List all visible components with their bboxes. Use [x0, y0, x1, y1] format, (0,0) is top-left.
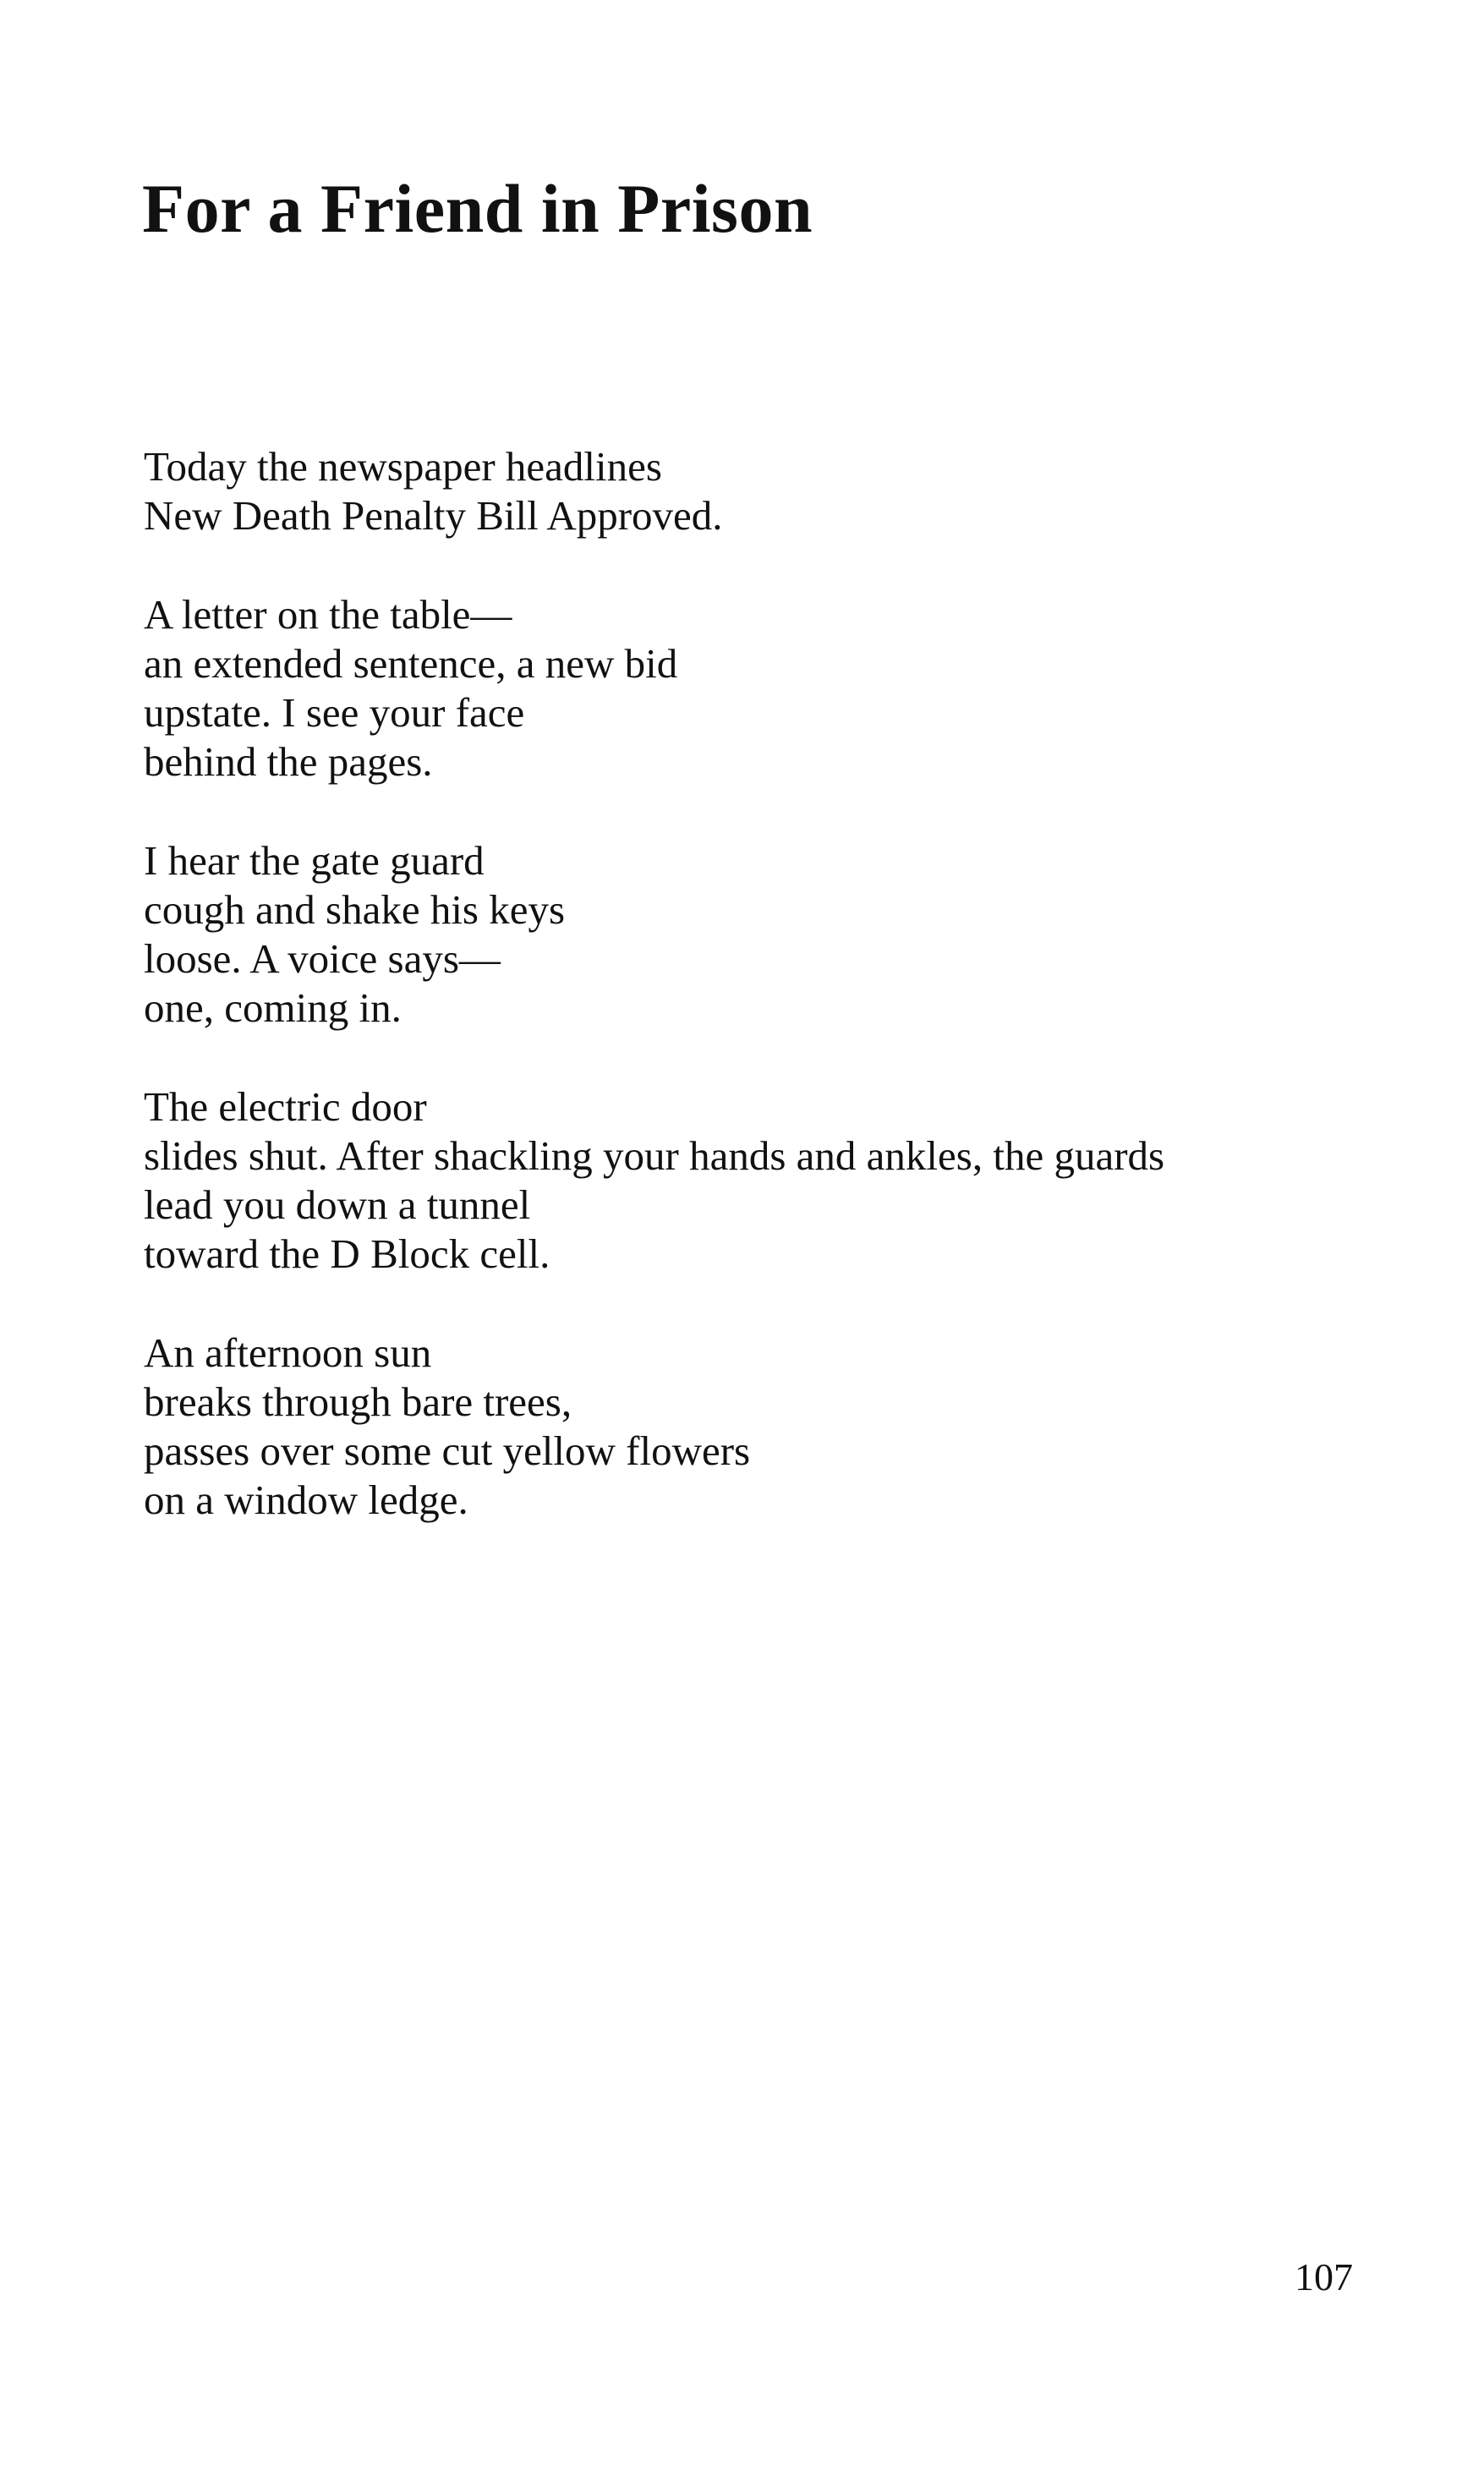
poem-line: one, coming in. — [144, 984, 402, 1031]
poem-line: slides shut. After shackling your hands and ankles, the guards — [144, 1132, 1165, 1179]
poem-line: upstate. I see your face — [144, 689, 525, 736]
poem-line: toward the D Block cell. — [144, 1230, 550, 1277]
poem-line: on a window ledge. — [144, 1477, 468, 1523]
poem-line: cough and shake his keys — [144, 886, 566, 933]
poem-line: I hear the gate guard — [144, 837, 485, 884]
poem-line: The electric door — [144, 1083, 427, 1130]
poem-line: breaks through bare trees, — [144, 1378, 572, 1425]
poem-line: behind the pages. — [144, 738, 433, 785]
poem-line: lead you down a tunnel — [144, 1181, 531, 1228]
stanza-5 — [144, 1329, 1378, 1525]
stanza-3 — [144, 836, 1378, 1033]
stanza-4 — [144, 1082, 1378, 1279]
poem-line: New Death Penalty Bill Approved. — [144, 492, 723, 539]
poem-line: passes over some cut yellow flowers — [144, 1427, 751, 1474]
poem-line: Today the newspaper headlines — [144, 443, 662, 490]
page-number: 107 — [1295, 2255, 1353, 2298]
poem-title: For a Friend in Prison — [142, 170, 813, 247]
poem-line: A letter on the table— — [144, 591, 512, 638]
poem-line: loose. A voice says— — [144, 935, 501, 982]
stanza-1 — [144, 442, 1378, 540]
poem-body — [144, 442, 1378, 1575]
poem-line: an extended sentence, a new bid — [144, 640, 678, 687]
poem-line: An afternoon sun — [144, 1329, 432, 1376]
stanza-2 — [144, 590, 1378, 786]
